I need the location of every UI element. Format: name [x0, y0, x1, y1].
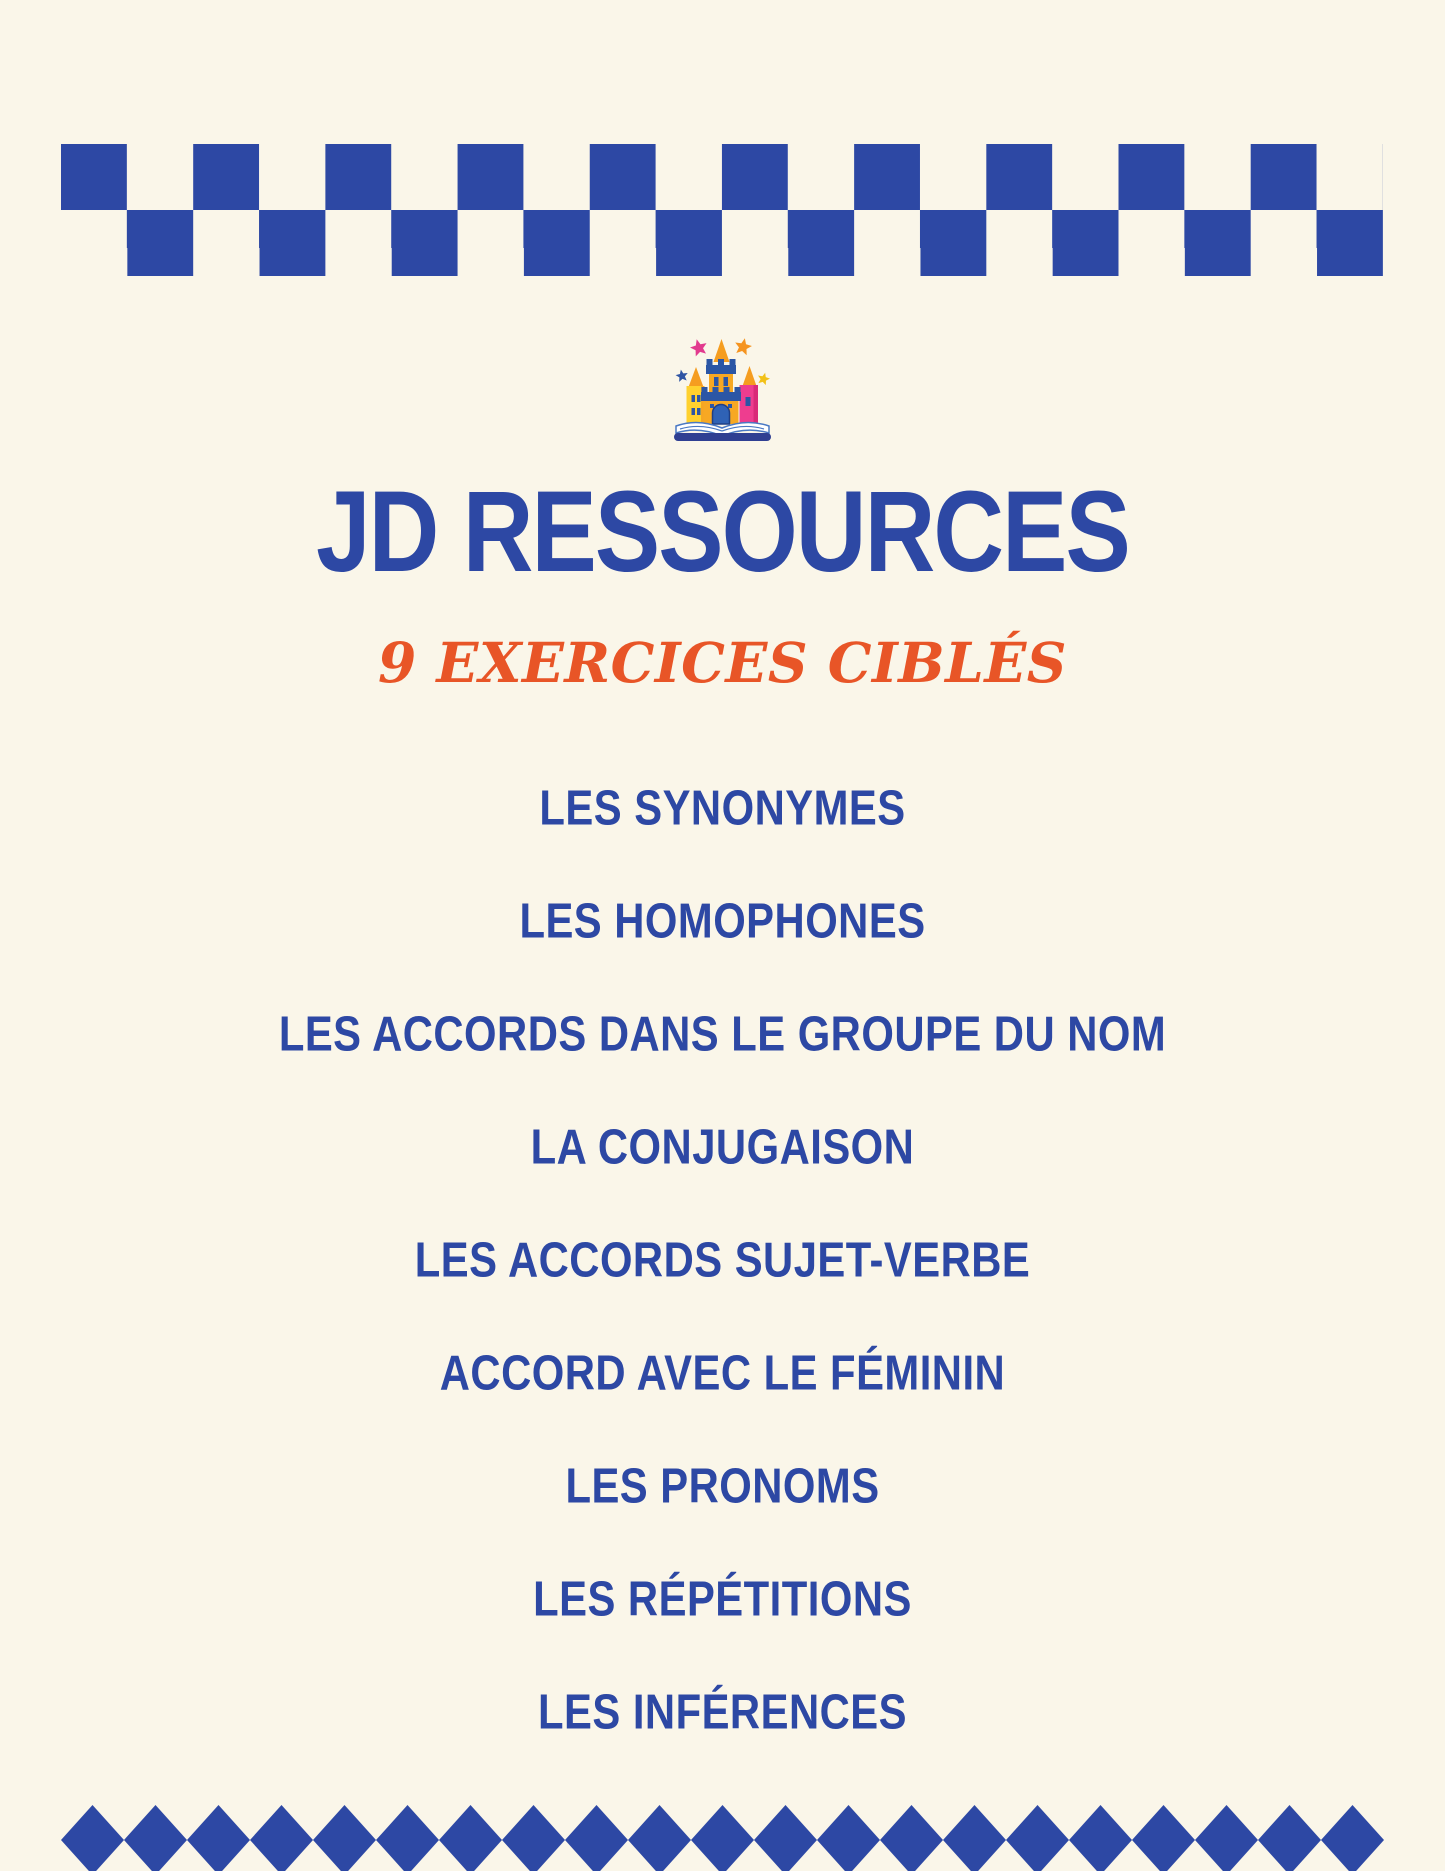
diamond-shape	[313, 1805, 376, 1871]
diamond-shape	[1195, 1805, 1258, 1871]
castle-book-icon	[668, 329, 778, 444]
checkerboard-border-top	[61, 144, 1383, 276]
exercise-item: LES PRONOMS	[565, 1458, 880, 1514]
exercise-list	[0, 752, 1445, 1769]
brand-title: JD RESSOURCES	[316, 467, 1129, 596]
diamond-shape	[187, 1805, 250, 1871]
diamond-shape	[943, 1805, 1006, 1871]
exercise-item: LA CONJUGAISON	[530, 1119, 915, 1175]
diamond-shape	[1006, 1805, 1069, 1871]
exercise-item: LES ACCORDS DANS LE GROUPE DU NOM	[278, 1006, 1167, 1062]
exercise-item: ACCORD AVEC LE FÉMININ	[439, 1345, 1006, 1401]
subtitle: 9 EXERCICES CIBLÉS	[377, 630, 1067, 695]
diamond-shape	[880, 1805, 943, 1871]
diamond-shape	[628, 1805, 691, 1871]
diamond-shape	[1321, 1805, 1384, 1871]
exercise-item: LES SYNONYMES	[539, 780, 906, 836]
exercise-item: LES HOMOPHONES	[519, 893, 926, 949]
diamond-shape	[565, 1805, 628, 1871]
diamond-shape	[376, 1805, 439, 1871]
diamond-shape	[754, 1805, 817, 1871]
diamond-shape	[250, 1805, 313, 1871]
diamond-shape	[1069, 1805, 1132, 1871]
diamond-shape	[124, 1805, 187, 1871]
diamond-shape	[1132, 1805, 1195, 1871]
diamond-shape	[439, 1805, 502, 1871]
exercise-item: LES INFÉRENCES	[538, 1684, 907, 1740]
diamond-shape	[61, 1805, 124, 1871]
exercise-item: LES ACCORDS SUJET-VERBE	[414, 1232, 1031, 1288]
diamond-shape	[1258, 1805, 1321, 1871]
diamond-border-bottom	[61, 1805, 1384, 1871]
diamond-shape	[691, 1805, 754, 1871]
exercise-item: LES RÉPÉTITIONS	[533, 1571, 912, 1627]
diamond-shape	[502, 1805, 565, 1871]
diamond-shape	[817, 1805, 880, 1871]
